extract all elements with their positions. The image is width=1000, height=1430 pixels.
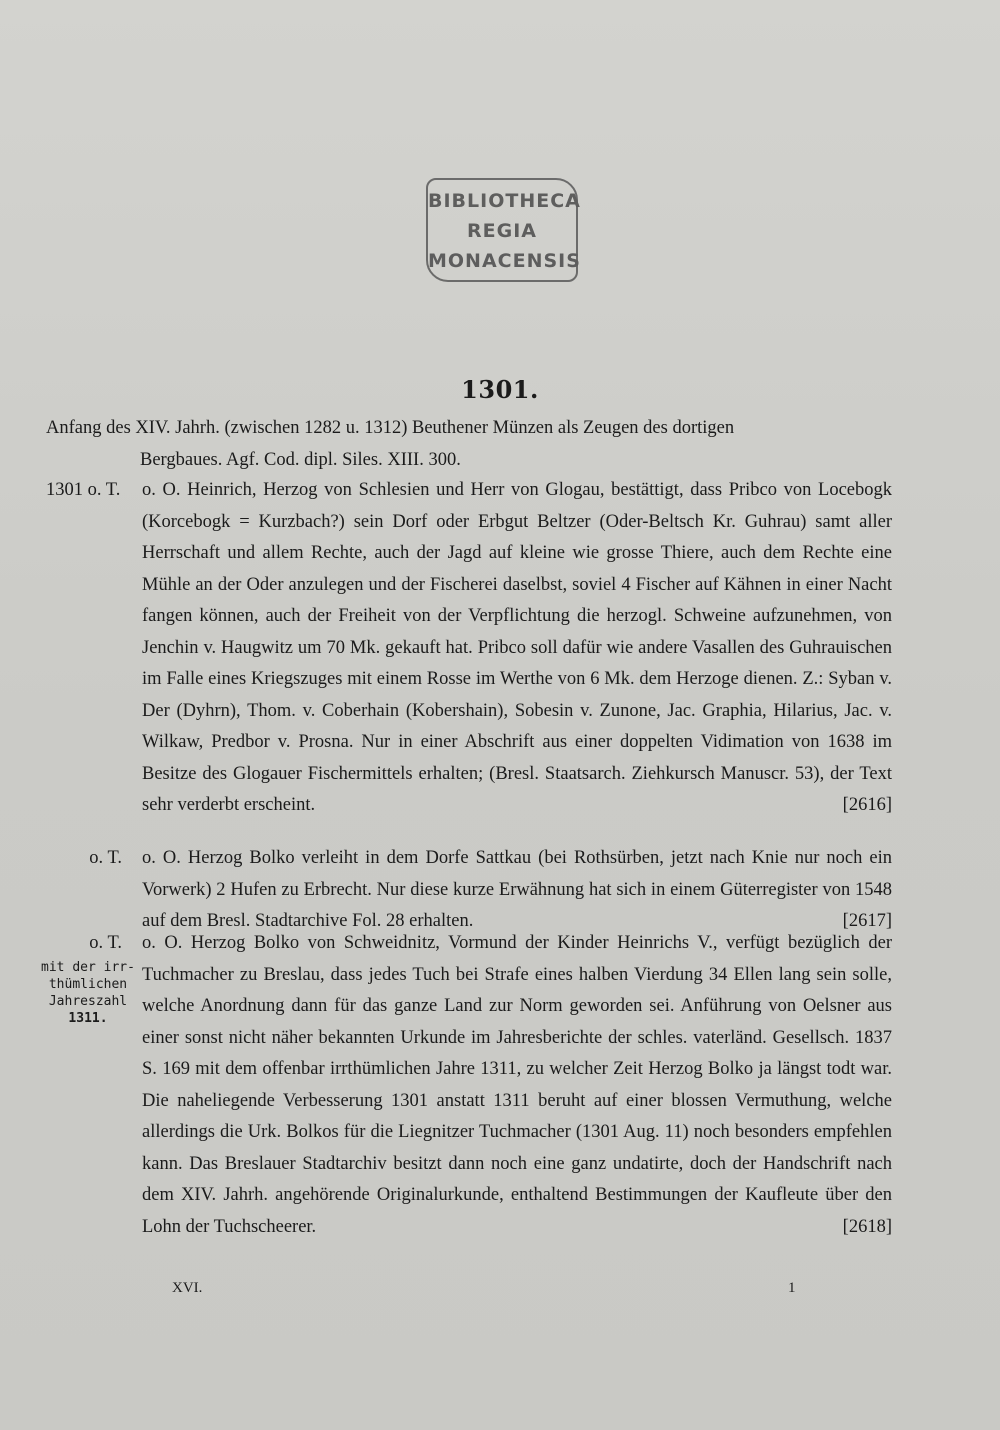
entry-margin-date: o. T. <box>89 933 122 953</box>
entry-margin-date: o. T. <box>89 848 122 868</box>
intro-line-2: Bergbaues. Agf. Cod. dipl. Siles. XIII. 300. <box>140 449 461 470</box>
stamp-line-1: BIBLIOTHECA <box>428 190 581 212</box>
entry-margin-date: 1301 o. T. <box>46 480 121 500</box>
margin-note-line: 1311. <box>68 1011 108 1026</box>
entry-number: [2616] <box>842 795 892 815</box>
entry-text <box>142 475 892 853</box>
intro-paragraph <box>46 413 894 476</box>
entry-body: o. O. Herzog Bolko von Schweidnitz, Vormund der Kinder Heinrichs V., verfügt bezüglich der Tuchmacher zu Breslau, dass jedes Tuch bei Strafe eines halben Vierdung 34 Ellen lang sein solle, welche Anordnung dann für das ganze Land zur Norm geworden sei. Anführung von Oelsner aus einer sonst nicht näher bekannten Urkunde im Jahresberichte der schles. vaterländ. Gesellsch. 1837 S. 169 mit dem offenbar irrthümlichen Jahre 1311, zu welcher Zeit Herzog Bolko ja längst todt war. Die naheliegende Verbesserung 1301 anstatt 1311 beruht auf einer blossen Vermuthung, welche allerdings die Urk. Bolkos für die Liegnitzer Tuchmacher (1301 Aug. 11) noch besonders empfehlen kann. Das Breslauer Stadtarchiv besitzt dann noch eine ganz undatirte, doch der Handschrift nach dem XIV. Jahrh. angehörende Originalurkunde, enthaltend Bestimmungen der Kaufleute über den Lohn der Tuchscheerer. <box>142 933 892 1237</box>
entry-number: [2618] <box>842 1216 892 1237</box>
year-heading: 1301. <box>461 375 539 404</box>
entry-body: o. O. Heinrich, Herzog von Schlesien und Herr von Glogau, bestättigt, dass Pribco von Locebogk (Korcebogk = Kurzbach?) sein Dorf oder Erbgut Beltzer (Oder-Beltsch Kr. Guhrau) samt aller Herrschaft und allem Rechte, auch der Jagd auf kleine wie grosse Thiere, auch dem Rechte eine Mühle an der Oder anzulegen und der Fischerei daselbst, soviel 4 Fischer auf Kähnen in einer Nacht fangen können, auch der Freiheit von der Verpflichtung die herzogl. Schweine aufzunehmen, von Jenchin v. Haugwitz um 70 Mk. gekauft hat. Pribco soll dafür wie andere Vasallen des Guhrauischen im Falle eines Kriegszuges mit einem Rosse im Werthe von 6 Mk. dem Herzoge dienen. Z.: Syban v. Der (Dyhrn), Thom. v. Coberhain (Kobershain), Sobesin v. Zunone, Jac. Graphia, Hilarius, Jac. v. Wilkaw, Predbor v. Prosna. Nur in einer Abschrift aus einer doppelten Vidimation von 1638 im Besitze des Glogauer Fischermittels erhalten; (Bresl. Staatsarch. Ziehkursch Manuscr. 53), der Text sehr verderbt erscheint. <box>142 480 892 815</box>
margin-note-line: mit der irr- <box>41 960 135 975</box>
stamp-line-3: MONACENSIS <box>428 250 581 272</box>
entry-body: o. O. Herzog Bolko verleiht in dem Dorfe Sattkau (bei Rothsürben, jetzt nach Knie nur noch ein Vorwerk) 2 Hufen zu Erbrecht. Nur diese kurze Erwähnung hat sich in einem Güterregister von 1548 auf dem Bresl. Stadtarchive Fol. 28 erhalten. <box>142 848 892 931</box>
entry-number: [2617] <box>842 911 892 931</box>
sheet-number: 1 <box>788 1280 796 1296</box>
entry-text <box>142 843 892 938</box>
margin-note <box>36 959 140 1027</box>
sheet-signature: XVI. <box>172 1280 203 1296</box>
intro-line-1: Anfang des XIV. Jahrh. (zwischen 1282 u. 1312) Beuthener Münzen als Zeugen des dortigen <box>46 418 735 438</box>
margin-note-line: Jahreszahl <box>48 994 128 1009</box>
entry-text <box>142 928 892 1243</box>
margin-note-line: thümlichen <box>48 977 128 992</box>
stamp-line-2: REGIA <box>467 220 537 242</box>
library-stamp <box>426 178 581 282</box>
